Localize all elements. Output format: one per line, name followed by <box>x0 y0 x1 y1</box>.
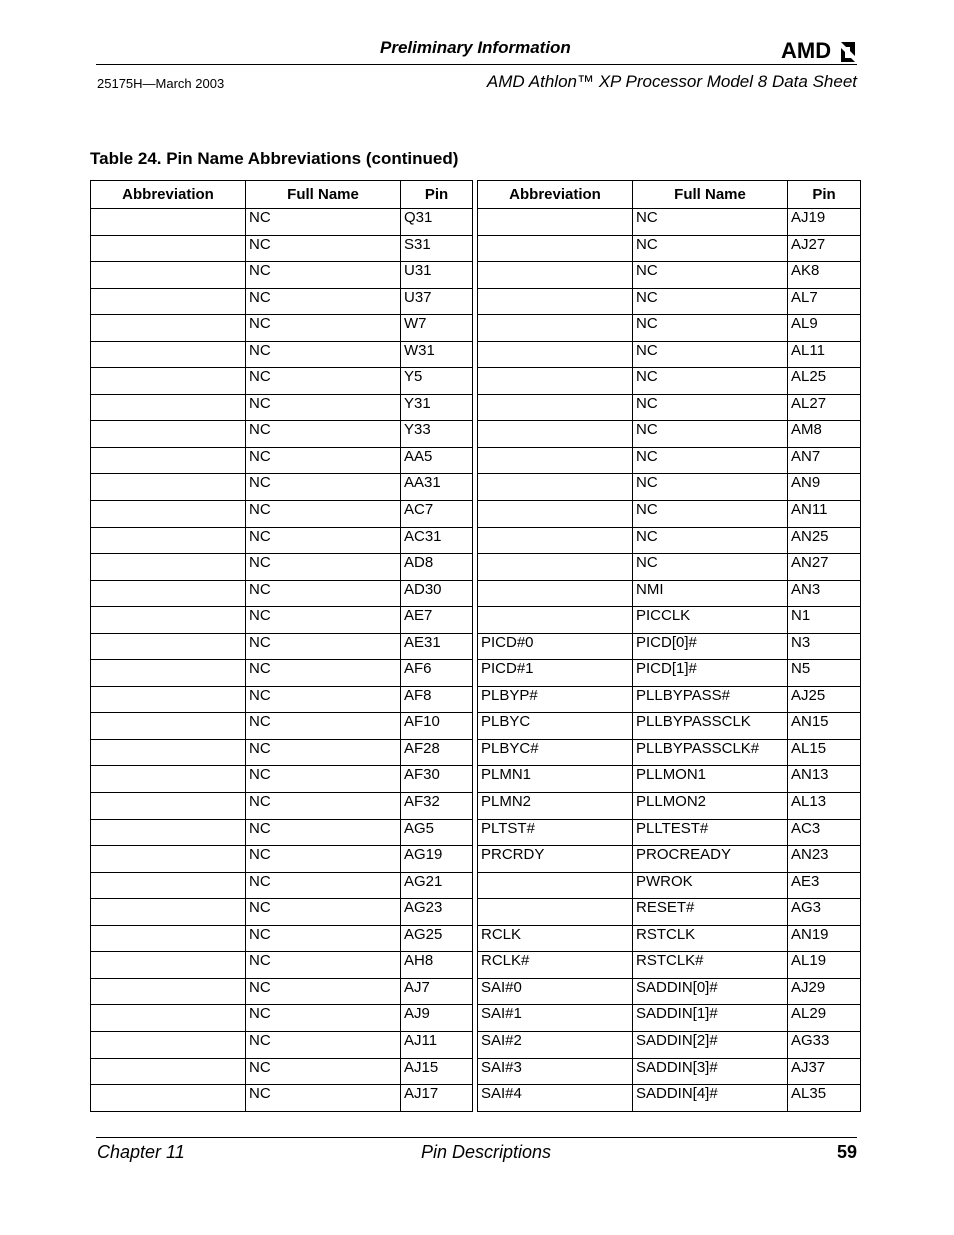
table-row <box>91 713 473 740</box>
table-row <box>91 660 473 687</box>
pin-cell: Y33 <box>401 421 473 448</box>
full-name-cell: RSTCLK# <box>633 952 788 979</box>
table-header-row <box>478 181 861 209</box>
abbreviation-cell <box>91 739 246 766</box>
abbreviation-cell <box>91 288 246 315</box>
abbreviation-cell <box>478 899 633 926</box>
pin-cell: AG21 <box>401 872 473 899</box>
abbreviation-cell: PRCRDY <box>478 846 633 873</box>
full-name-cell: NC <box>246 713 401 740</box>
abbreviation-cell <box>91 793 246 820</box>
abbreviation-cell <box>91 262 246 289</box>
table-row <box>478 766 861 793</box>
abbreviation-cell <box>91 474 246 501</box>
abbreviation-cell <box>91 952 246 979</box>
document-number: 25175H—March 2003 <box>97 76 225 91</box>
full-name-cell: NC <box>246 1031 401 1058</box>
table-row <box>91 846 473 873</box>
abbreviation-cell <box>91 978 246 1005</box>
footer-chapter: Chapter 11 <box>97 1142 185 1162</box>
full-name-cell: NC <box>246 235 401 262</box>
pin-cell: AL13 <box>788 793 861 820</box>
full-name-cell: SADDIN[2]# <box>633 1031 788 1058</box>
pin-cell: AJ25 <box>788 686 861 713</box>
abbreviation-cell: PLMN2 <box>478 793 633 820</box>
abbreviation-cell <box>91 607 246 634</box>
pin-cell: AM8 <box>788 421 861 448</box>
table-row <box>91 1085 473 1112</box>
pin-cell: AN15 <box>788 713 861 740</box>
full-name-cell: NC <box>633 288 788 315</box>
table-row <box>91 341 473 368</box>
pin-cell: N3 <box>788 633 861 660</box>
table-row <box>91 262 473 289</box>
pin-cell: W7 <box>401 315 473 342</box>
pin-cell: AH8 <box>401 952 473 979</box>
abbreviation-cell: PLBYP# <box>478 686 633 713</box>
abbreviation-cell <box>91 846 246 873</box>
full-name-cell: NC <box>246 766 401 793</box>
full-name-cell: NC <box>246 554 401 581</box>
full-name-cell: PWROK <box>633 872 788 899</box>
full-name-cell: NC <box>633 262 788 289</box>
pin-cell: AL35 <box>788 1085 861 1112</box>
abbreviation-cell: PLBYC <box>478 713 633 740</box>
table-row <box>478 739 861 766</box>
pin-cell: S31 <box>401 235 473 262</box>
abbreviation-cell <box>478 421 633 448</box>
full-name-cell: NC <box>246 288 401 315</box>
table-row <box>91 527 473 554</box>
abbreviation-cell <box>91 713 246 740</box>
abbreviation-cell <box>91 394 246 421</box>
pin-cell: AJ9 <box>401 1005 473 1032</box>
abbreviation-cell: PLMN1 <box>478 766 633 793</box>
table-row <box>478 1085 861 1112</box>
table-row <box>91 554 473 581</box>
table-row <box>478 713 861 740</box>
abbreviation-cell: SAI#1 <box>478 1005 633 1032</box>
abbreviation-cell: SAI#0 <box>478 978 633 1005</box>
table-row <box>478 633 861 660</box>
full-name-cell: NC <box>246 660 401 687</box>
abbreviation-cell <box>91 1031 246 1058</box>
pin-cell: AF30 <box>401 766 473 793</box>
full-name-cell: NC <box>633 341 788 368</box>
table-row <box>478 288 861 315</box>
pin-cell: AL11 <box>788 341 861 368</box>
abbreviation-cell <box>91 315 246 342</box>
full-name-cell: NC <box>246 580 401 607</box>
document-title: AMD Athlon™ XP Processor Model 8 Data Sheet <box>486 72 857 91</box>
table-row <box>91 766 473 793</box>
full-name-cell: NC <box>246 341 401 368</box>
abbreviation-cell: SAI#2 <box>478 1031 633 1058</box>
abbreviation-cell <box>478 315 633 342</box>
abbreviation-cell <box>478 501 633 528</box>
full-name-cell: SADDIN[4]# <box>633 1085 788 1112</box>
pin-cell: Y5 <box>401 368 473 395</box>
column-header-pin: Pin <box>788 181 861 209</box>
footer-section: Pin Descriptions <box>421 1142 552 1162</box>
pin-cell: Q31 <box>401 209 473 236</box>
table-row <box>478 952 861 979</box>
table-row <box>478 474 861 501</box>
table-row <box>478 554 861 581</box>
table-row <box>478 209 861 236</box>
table-row <box>91 686 473 713</box>
table-row <box>478 527 861 554</box>
table-row <box>478 580 861 607</box>
abbreviation-cell <box>91 527 246 554</box>
full-name-cell: NC <box>246 501 401 528</box>
full-name-cell: NC <box>246 846 401 873</box>
pin-cell: AN23 <box>788 846 861 873</box>
abbreviation-cell <box>91 925 246 952</box>
abbreviation-cell <box>91 766 246 793</box>
pin-table-left <box>90 180 473 1112</box>
table-row <box>478 315 861 342</box>
table-row <box>478 899 861 926</box>
abbreviation-cell <box>91 819 246 846</box>
pin-cell: AC31 <box>401 527 473 554</box>
table-row <box>478 262 861 289</box>
amd-logo <box>781 38 857 62</box>
pin-cell: AJ29 <box>788 978 861 1005</box>
column-header-full-name: Full Name <box>246 181 401 209</box>
abbreviation-cell <box>478 607 633 634</box>
full-name-cell: NC <box>246 1005 401 1032</box>
pin-cell: AL9 <box>788 315 861 342</box>
full-name-cell: NC <box>246 527 401 554</box>
pin-cell: AJ15 <box>401 1058 473 1085</box>
pin-cell: AG3 <box>788 899 861 926</box>
abbreviation-cell <box>91 368 246 395</box>
table-row <box>478 978 861 1005</box>
pin-cell: U37 <box>401 288 473 315</box>
full-name-cell: SADDIN[0]# <box>633 978 788 1005</box>
abbreviation-cell <box>91 1005 246 1032</box>
abbreviation-cell <box>478 288 633 315</box>
full-name-cell: NC <box>246 1085 401 1112</box>
pin-cell: AJ37 <box>788 1058 861 1085</box>
abbreviation-cell <box>91 660 246 687</box>
full-name-cell: NC <box>246 925 401 952</box>
full-name-cell: NC <box>246 368 401 395</box>
table-header-row <box>91 181 473 209</box>
full-name-cell: NC <box>633 235 788 262</box>
pin-cell: AN19 <box>788 925 861 952</box>
pin-cell: AF28 <box>401 739 473 766</box>
column-header-full-name: Full Name <box>633 181 788 209</box>
full-name-cell: NC <box>246 819 401 846</box>
full-name-cell: NC <box>633 447 788 474</box>
page-number: 59 <box>836 1142 857 1162</box>
pin-cell: AA5 <box>401 447 473 474</box>
table-row <box>478 686 861 713</box>
pin-cell: AC3 <box>788 819 861 846</box>
table-row <box>91 501 473 528</box>
pin-cell: AJ19 <box>788 209 861 236</box>
pin-cell: AN13 <box>788 766 861 793</box>
full-name-cell: NC <box>246 899 401 926</box>
abbreviation-cell <box>478 872 633 899</box>
abbreviation-cell: RCLK# <box>478 952 633 979</box>
table-row <box>91 288 473 315</box>
table-row <box>91 421 473 448</box>
abbreviation-cell <box>478 235 633 262</box>
table-row <box>478 421 861 448</box>
abbreviation-cell <box>91 421 246 448</box>
full-name-cell: NC <box>246 315 401 342</box>
table-row <box>478 819 861 846</box>
full-name-cell: PLLMON2 <box>633 793 788 820</box>
full-name-cell: PICCLK <box>633 607 788 634</box>
pin-cell: Y31 <box>401 394 473 421</box>
abbreviation-cell <box>478 527 633 554</box>
table-row <box>478 1058 861 1085</box>
full-name-cell: PLLBYPASS# <box>633 686 788 713</box>
table-row <box>478 1005 861 1032</box>
full-name-cell: PLLBYPASSCLK# <box>633 739 788 766</box>
full-name-cell: NC <box>246 793 401 820</box>
full-name-cell: PLLBYPASSCLK <box>633 713 788 740</box>
pin-cell: AL25 <box>788 368 861 395</box>
pin-cell: AL19 <box>788 952 861 979</box>
table-row <box>91 872 473 899</box>
table-caption: Table 24. Pin Name Abbreviations (continued) <box>90 149 459 168</box>
abbreviation-cell: SAI#3 <box>478 1058 633 1085</box>
abbreviation-cell: PICD#0 <box>478 633 633 660</box>
full-name-cell: NC <box>246 474 401 501</box>
pin-cell: AJ11 <box>401 1031 473 1058</box>
full-name-cell: NC <box>633 394 788 421</box>
pin-cell: AN27 <box>788 554 861 581</box>
abbreviation-cell <box>91 554 246 581</box>
table-row <box>478 872 861 899</box>
pin-cell: AG19 <box>401 846 473 873</box>
full-name-cell: PICD[1]# <box>633 660 788 687</box>
abbreviation-cell <box>91 1058 246 1085</box>
full-name-cell: NC <box>246 421 401 448</box>
abbreviation-cell <box>91 872 246 899</box>
pin-cell: AN9 <box>788 474 861 501</box>
abbreviation-cell <box>478 394 633 421</box>
abbreviation-cell: RCLK <box>478 925 633 952</box>
table-row <box>478 341 861 368</box>
column-header-pin: Pin <box>401 181 473 209</box>
table-row <box>91 474 473 501</box>
abbreviation-cell <box>478 474 633 501</box>
full-name-cell: PLLTEST# <box>633 819 788 846</box>
abbreviation-cell <box>91 501 246 528</box>
full-name-cell: NC <box>633 474 788 501</box>
pin-cell: N1 <box>788 607 861 634</box>
table-row <box>91 368 473 395</box>
pin-cell: N5 <box>788 660 861 687</box>
pin-cell: AE7 <box>401 607 473 634</box>
abbreviation-cell <box>478 341 633 368</box>
pin-cell: AG25 <box>401 925 473 952</box>
table-row <box>91 899 473 926</box>
table-row <box>91 1031 473 1058</box>
full-name-cell: SADDIN[1]# <box>633 1005 788 1032</box>
abbreviation-cell: PICD#1 <box>478 660 633 687</box>
full-name-cell: NC <box>246 686 401 713</box>
full-name-cell: SADDIN[3]# <box>633 1058 788 1085</box>
pin-cell: AC7 <box>401 501 473 528</box>
full-name-cell: RSTCLK <box>633 925 788 952</box>
pin-cell: AD30 <box>401 580 473 607</box>
abbreviation-cell: SAI#4 <box>478 1085 633 1112</box>
table-row <box>478 793 861 820</box>
full-name-cell: NC <box>633 421 788 448</box>
full-name-cell: NC <box>246 978 401 1005</box>
full-name-cell: PICD[0]# <box>633 633 788 660</box>
full-name-cell: NC <box>246 952 401 979</box>
full-name-cell: RESET# <box>633 899 788 926</box>
full-name-cell: NC <box>633 501 788 528</box>
table-row <box>478 660 861 687</box>
abbreviation-cell <box>91 235 246 262</box>
table-row <box>478 394 861 421</box>
svg-text:AMD: AMD <box>781 38 832 62</box>
full-name-cell: NC <box>246 607 401 634</box>
table-row <box>91 394 473 421</box>
abbreviation-cell <box>91 209 246 236</box>
abbreviation-cell <box>478 447 633 474</box>
table-row <box>91 607 473 634</box>
table-row <box>91 739 473 766</box>
pin-cell: AG33 <box>788 1031 861 1058</box>
table-row <box>478 925 861 952</box>
header-rule <box>96 64 857 65</box>
table-row <box>478 1031 861 1058</box>
abbreviation-cell <box>91 633 246 660</box>
abbreviation-cell: PLTST# <box>478 819 633 846</box>
abbreviation-cell <box>91 580 246 607</box>
table-row <box>91 209 473 236</box>
pin-cell: AJ7 <box>401 978 473 1005</box>
abbreviation-cell <box>478 209 633 236</box>
pin-cell: AK8 <box>788 262 861 289</box>
pin-cell: AF6 <box>401 660 473 687</box>
full-name-cell: NC <box>633 315 788 342</box>
footer-rule <box>96 1137 857 1138</box>
pin-cell: AD8 <box>401 554 473 581</box>
pin-cell: AL15 <box>788 739 861 766</box>
abbreviation-cell <box>91 1085 246 1112</box>
abbreviation-cell <box>478 580 633 607</box>
full-name-cell: PROCREADY <box>633 846 788 873</box>
pin-cell: AA31 <box>401 474 473 501</box>
pin-cell: AN11 <box>788 501 861 528</box>
pin-cell: AF8 <box>401 686 473 713</box>
full-name-cell: NC <box>246 447 401 474</box>
table-row <box>91 1058 473 1085</box>
full-name-cell: NC <box>246 739 401 766</box>
table-row <box>478 846 861 873</box>
pin-cell: AN3 <box>788 580 861 607</box>
table-row <box>91 1005 473 1032</box>
table-row <box>91 952 473 979</box>
table-row <box>91 580 473 607</box>
table-row <box>478 368 861 395</box>
table-row <box>478 501 861 528</box>
abbreviation-cell <box>91 447 246 474</box>
full-name-cell: NC <box>246 1058 401 1085</box>
table-row <box>91 819 473 846</box>
table-row <box>91 978 473 1005</box>
pin-cell: AE31 <box>401 633 473 660</box>
full-name-cell: NC <box>633 368 788 395</box>
full-name-cell: NC <box>246 209 401 236</box>
full-name-cell: NMI <box>633 580 788 607</box>
table-row <box>91 447 473 474</box>
column-header-abbreviation: Abbreviation <box>91 181 246 209</box>
abbreviation-cell <box>478 368 633 395</box>
pin-cell: AN7 <box>788 447 861 474</box>
pin-cell: AL29 <box>788 1005 861 1032</box>
table-row <box>91 633 473 660</box>
table-row <box>91 925 473 952</box>
table-row <box>478 607 861 634</box>
full-name-cell: NC <box>633 554 788 581</box>
full-name-cell: NC <box>633 209 788 236</box>
full-name-cell: NC <box>246 633 401 660</box>
table-row <box>91 235 473 262</box>
header-banner: Preliminary Information <box>380 38 571 57</box>
table-row <box>478 235 861 262</box>
abbreviation-cell <box>478 554 633 581</box>
abbreviation-cell <box>91 341 246 368</box>
pin-cell: AG23 <box>401 899 473 926</box>
pin-cell: AL27 <box>788 394 861 421</box>
abbreviation-cell <box>91 899 246 926</box>
pin-cell: AF32 <box>401 793 473 820</box>
pin-cell: AN25 <box>788 527 861 554</box>
pin-cell: U31 <box>401 262 473 289</box>
pin-cell: AL7 <box>788 288 861 315</box>
full-name-cell: NC <box>246 394 401 421</box>
table-row <box>478 447 861 474</box>
pin-table-right <box>477 180 861 1112</box>
full-name-cell: PLLMON1 <box>633 766 788 793</box>
column-header-abbreviation: Abbreviation <box>478 181 633 209</box>
table-row <box>91 793 473 820</box>
full-name-cell: NC <box>246 872 401 899</box>
pin-cell: AE3 <box>788 872 861 899</box>
full-name-cell: NC <box>633 527 788 554</box>
pin-cell: AJ27 <box>788 235 861 262</box>
pin-cell: AF10 <box>401 713 473 740</box>
table-row <box>91 315 473 342</box>
pin-cell: AG5 <box>401 819 473 846</box>
pin-cell: W31 <box>401 341 473 368</box>
abbreviation-cell <box>91 686 246 713</box>
full-name-cell: NC <box>246 262 401 289</box>
pin-cell: AJ17 <box>401 1085 473 1112</box>
abbreviation-cell: PLBYC# <box>478 739 633 766</box>
abbreviation-cell <box>478 262 633 289</box>
